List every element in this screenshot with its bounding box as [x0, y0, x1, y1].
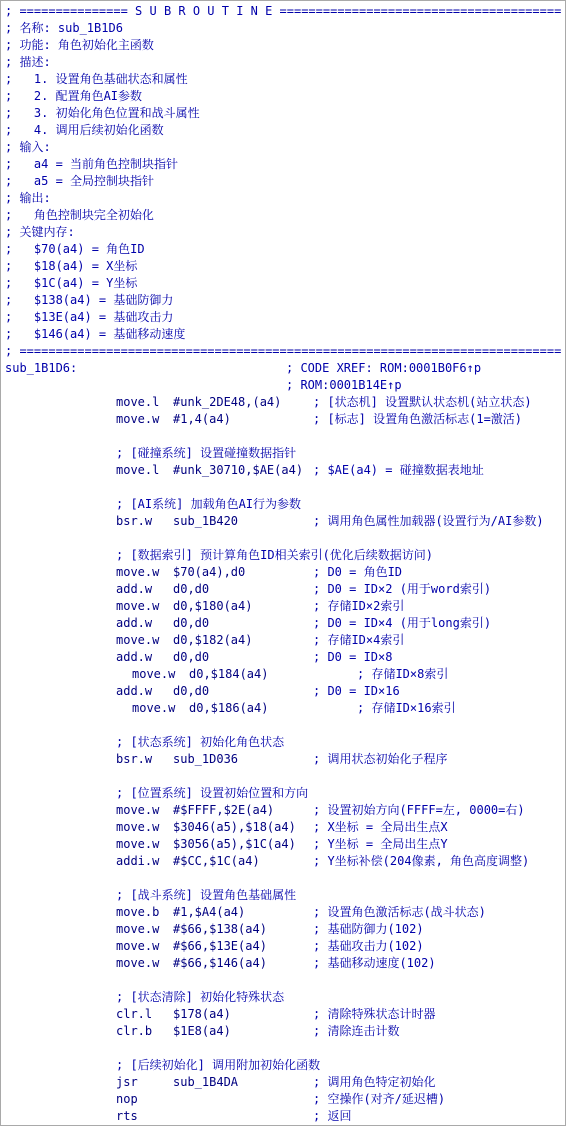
proc-label: sub_1B1D6:: [5, 361, 78, 375]
section-comment: ; [状态清除] 初始化特殊状态: [116, 990, 285, 1004]
xref-comment: ; CODE XREF: ROM:0001B0F6↑p: [286, 361, 482, 375]
header-comment-line: ; 4. 调用后续初始化函数: [5, 123, 164, 137]
instruction-comment: ; 存储ID×4索引: [313, 633, 405, 647]
instruction-comment: ; Y坐标补偿(204像素, 角色高度调整): [313, 854, 530, 868]
instruction-comment: ; D0 = ID×8: [313, 650, 393, 664]
instruction-comment: ; 基础攻击力(102): [313, 939, 424, 953]
header-comment-line: ; =============== S U B R O U T I N E =======================================: [5, 4, 562, 18]
instruction-mnemonic: move.w: [116, 922, 160, 936]
instruction-mnemonic: clr.b: [116, 1024, 153, 1038]
instruction-mnemonic: move.l: [116, 395, 160, 409]
instruction-comment: ; 调用角色特定初始化: [313, 1075, 436, 1089]
section-comment: ; [状态系统] 初始化角色状态: [116, 735, 285, 749]
instruction-operand: sub_1D036: [173, 752, 239, 766]
instruction-operand: #$FFFF,$2E(a4): [173, 803, 275, 817]
header-comment-line: ; 1. 设置角色基础状态和属性: [5, 72, 188, 86]
instruction-operand: #1,4(a4): [173, 412, 231, 426]
instruction-operand: $3056(a5),$1C(a4): [173, 837, 296, 851]
header-comment-line: ; ===========================================================================: [5, 344, 562, 358]
instruction-mnemonic: addi.w: [116, 854, 160, 868]
section-comment: ; [数据索引] 预计算角色ID相关索引(优化后续数据访问): [116, 548, 434, 562]
instruction-comment: ; 存储ID×8索引: [357, 667, 449, 681]
instruction-operand: $3046(a5),$18(a4): [173, 820, 296, 834]
header-comment-line: ; $1C(a4) = Y坐标: [5, 276, 138, 290]
section-comment: ; [碰撞系统] 设置碰撞数据指针: [116, 446, 297, 460]
header-comment-line: ; $70(a4) = 角色ID: [5, 242, 145, 256]
instruction-comment: ; 调用角色属性加载器(设置行为/AI参数): [313, 514, 544, 528]
instruction-mnemonic: move.w: [116, 956, 160, 970]
instruction-comment: ; 存储ID×16索引: [357, 701, 456, 715]
header-comment-line: ; 描述:: [5, 55, 51, 69]
instruction-mnemonic: move.w: [116, 837, 160, 851]
header-comment-line: ; 2. 配置角色AI参数: [5, 89, 143, 103]
instruction-comment: ; $AE(a4) = 碰撞数据表地址: [313, 463, 484, 477]
header-comment-line: ; $146(a4) = 基础移动速度: [5, 327, 186, 341]
instruction-operand: d0,$184(a4): [189, 667, 269, 681]
instruction-operand: #$CC,$1C(a4): [173, 854, 260, 868]
instruction-operand: $178(a4): [173, 1007, 231, 1021]
instruction-mnemonic: move.w: [116, 599, 160, 613]
instruction-operand: d0,$182(a4): [173, 633, 253, 647]
instruction-mnemonic: clr.l: [116, 1007, 153, 1021]
instruction-mnemonic: nop: [116, 1092, 138, 1106]
instruction-comment: ; 设置角色激活标志(战斗状态): [313, 905, 486, 919]
instruction-operand: #unk_2DE48,(a4): [173, 395, 282, 409]
instruction-mnemonic: bsr.w: [116, 514, 153, 528]
header-comment-line: ; 3. 初始化角色位置和战斗属性: [5, 106, 200, 120]
instruction-comment: ; 返回: [313, 1109, 352, 1123]
instruction-operand: d0,$180(a4): [173, 599, 253, 613]
instruction-operand: sub_1B420: [173, 514, 239, 528]
section-comment: ; [AI系统] 加载角色AI行为参数: [116, 497, 302, 511]
instruction-operand: #$66,$138(a4): [173, 922, 267, 936]
instruction-mnemonic: move.w: [116, 633, 160, 647]
header-comment-line: ; $18(a4) = X坐标: [5, 259, 138, 273]
instruction-operand: $70(a4),d0: [173, 565, 246, 579]
instruction-comment: ; Y坐标 = 全局出生点Y: [313, 837, 448, 851]
instruction-comment: ; [标志] 设置角色激活标志(1=激活): [313, 412, 523, 426]
instruction-comment: ; 空操作(对齐/延迟槽): [313, 1092, 446, 1106]
instruction-mnemonic: move.b: [116, 905, 160, 919]
instruction-mnemonic: move.w: [132, 667, 176, 681]
instruction-comment: ; 清除特殊状态计时器: [313, 1007, 436, 1021]
instruction-mnemonic: move.w: [116, 565, 160, 579]
instruction-mnemonic: add.w: [116, 684, 153, 698]
instruction-mnemonic: move.w: [116, 412, 160, 426]
instruction-comment: ; 清除连击计数: [313, 1024, 400, 1038]
instruction-operand: #$66,$13E(a4): [173, 939, 267, 953]
header-comment-line: ; $13E(a4) = 基础攻击力: [5, 310, 174, 324]
instruction-operand: d0,d0: [173, 582, 210, 596]
instruction-mnemonic: move.w: [132, 701, 176, 715]
instruction-comment: ; 基础移动速度(102): [313, 956, 436, 970]
header-comment-line: ; a5 = 全局控制块指针: [5, 174, 155, 188]
instruction-comment: ; X坐标 = 全局出生点X: [313, 820, 448, 834]
instruction-comment: ; D0 = 角色ID: [313, 565, 403, 579]
instruction-mnemonic: jsr: [116, 1075, 138, 1089]
header-comment-line: ; 输入:: [5, 140, 51, 154]
instruction-comment: ; 存储ID×2索引: [313, 599, 405, 613]
instruction-comment: ; D0 = ID×2 (用于word索引): [313, 582, 492, 596]
instruction-operand: d0,d0: [173, 650, 210, 664]
instruction-mnemonic: add.w: [116, 616, 153, 630]
instruction-operand: sub_1B4DA: [173, 1075, 239, 1089]
header-comment-line: ; a4 = 当前角色控制块指针: [5, 157, 179, 171]
instruction-operand: #1,$A4(a4): [173, 905, 246, 919]
header-comment-line: ; 关键内存:: [5, 225, 75, 239]
instruction-comment: ; 基础防御力(102): [313, 922, 424, 936]
instruction-mnemonic: rts: [116, 1109, 138, 1123]
instruction-operand: d0,d0: [173, 616, 210, 630]
section-comment: ; [后续初始化] 调用附加初始化函数: [116, 1058, 321, 1072]
instruction-operand: $1E8(a4): [173, 1024, 231, 1038]
header-comment-line: ; 角色控制块完全初始化: [5, 208, 154, 222]
instruction-comment: ; 设置初始方向(FFFF=左, 0000=右): [313, 803, 525, 817]
header-comment-line: ; 名称: sub_1B1D6: [5, 21, 123, 35]
instruction-mnemonic: move.w: [116, 939, 160, 953]
instruction-comment: ; [状态机] 设置默认状态机(站立状态): [313, 395, 532, 409]
instruction-operand: d0,$186(a4): [189, 701, 269, 715]
header-comment-line: ; $138(a4) = 基础防御力: [5, 293, 174, 307]
section-comment: ; [战斗系统] 设置角色基础属性: [116, 888, 297, 902]
header-comment-line: ; 功能: 角色初始化主函数: [5, 38, 154, 52]
instruction-mnemonic: move.w: [116, 803, 160, 817]
section-comment: ; [位置系统] 设置初始位置和方向: [116, 786, 309, 800]
xref-comment: ; ROM:0001B14E↑p: [286, 378, 402, 392]
instruction-comment: ; D0 = ID×16: [313, 684, 400, 698]
instruction-comment: ; 调用状态初始化子程序: [313, 752, 448, 766]
instruction-operand: #unk_30710,$AE(a4): [173, 463, 304, 477]
instruction-mnemonic: add.w: [116, 582, 153, 596]
instruction-mnemonic: add.w: [116, 650, 153, 664]
instruction-operand: d0,d0: [173, 684, 210, 698]
instruction-mnemonic: bsr.w: [116, 752, 153, 766]
instruction-mnemonic: move.l: [116, 463, 160, 477]
instruction-comment: ; D0 = ID×4 (用于long索引): [313, 616, 492, 630]
header-comment-line: ; 输出:: [5, 191, 51, 205]
instruction-operand: #$66,$146(a4): [173, 956, 267, 970]
instruction-mnemonic: move.w: [116, 820, 160, 834]
